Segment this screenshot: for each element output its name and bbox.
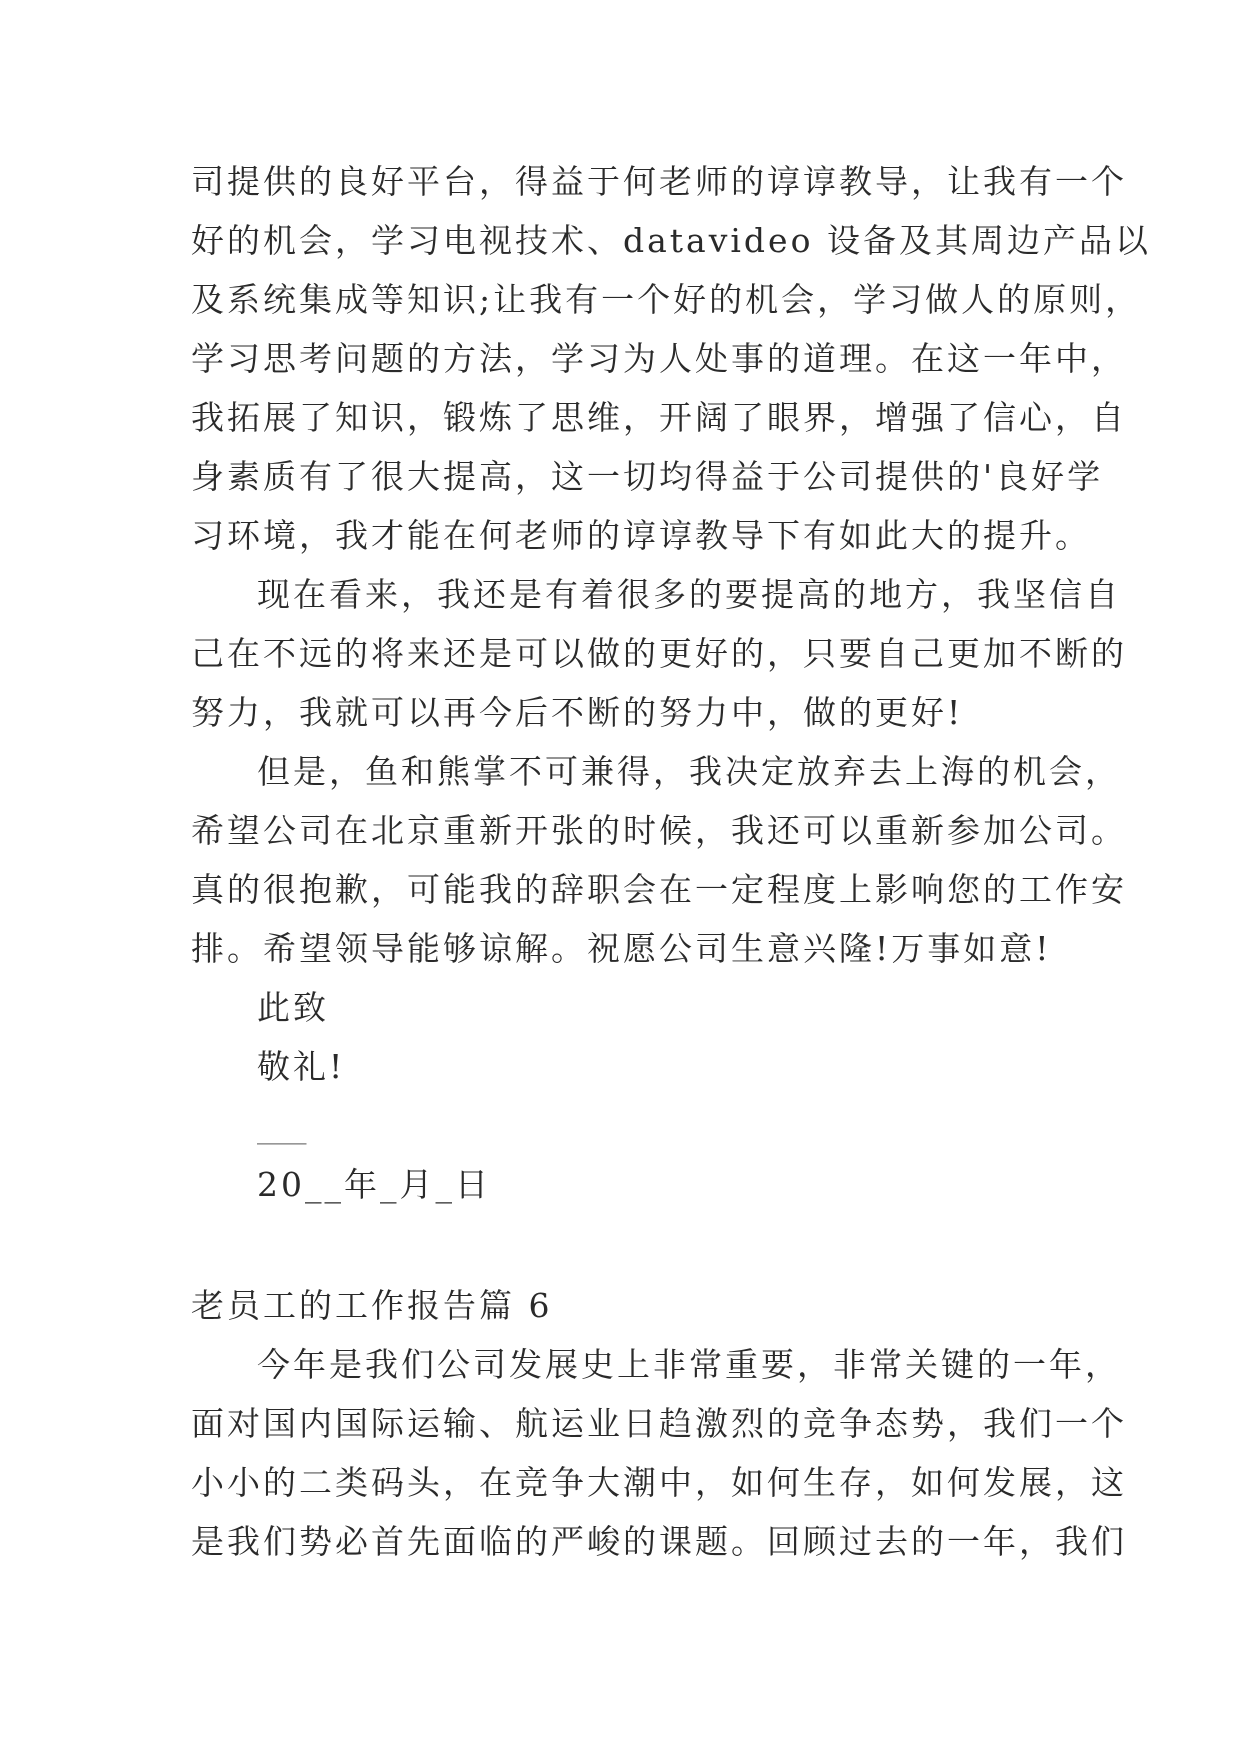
text-line: 努力，我就可以再今后不断的努力中，做的更好! — [191, 693, 964, 732]
text-line: 我拓展了知识，锻炼了思维，开阔了眼界，增强了信心，自 — [191, 398, 1127, 437]
text-line: 真的很抱歉，可能我的辞职会在一定程度上影响您的工作安 — [191, 870, 1127, 909]
closing-salutation: 此致 — [257, 988, 329, 1027]
text-line: 但是，鱼和熊掌不可兼得，我决定放弃去上海的机会， — [257, 752, 1121, 791]
text-line: 习环境，我才能在何老师的谆谆教导下有如此大的提升。 — [191, 516, 1091, 555]
text-line: 司提供的良好平台，得益于何老师的谆谆教导，让我有一个 — [191, 162, 1127, 201]
closing-date: 20__年_月_日 — [257, 1165, 491, 1204]
document-body — [191, 152, 1151, 1571]
paragraph-improvement — [191, 565, 1127, 742]
text-line: 及系统集成等知识;让我有一个好的机会，学习做人的原则， — [191, 280, 1142, 319]
text-line: 身素质有了很大提高，这一切均得益于公司提供的'良好学 — [191, 457, 1104, 496]
section-title: 老员工的工作报告篇 6 — [191, 1286, 553, 1325]
text-line: 己在不远的将来还是可以做的更好的，只要自己更加不断的 — [191, 634, 1127, 673]
paragraph-annual-review — [191, 1335, 1127, 1571]
text-line: 好的机会，学习电视技术、datavideo 设备及其周边产品以 — [191, 221, 1151, 260]
text-line: 学习思考问题的方法，学习为人处事的道理。在这一年中， — [191, 339, 1127, 378]
section-spacer — [191, 1214, 1071, 1276]
paragraph-resignation — [191, 742, 1127, 978]
text-line: 面对国内国际运输、航运业日趋激烈的竞争态势，我们一个 — [191, 1404, 1127, 1443]
text-line: 现在看来，我还是有着很多的要提高的地方，我坚信自 — [257, 575, 1121, 614]
text-line: 排。希望领导能够谅解。祝愿公司生意兴隆!万事如意! — [191, 929, 1052, 968]
text-line: 希望公司在北京重新开张的时候，我还可以重新参加公司。 — [191, 811, 1127, 850]
signature-blank: ___ — [257, 1106, 307, 1145]
letter-closing — [191, 978, 1071, 1214]
text-line: 小小的二类码头，在竞争大潮中，如何生存，如何发展，这 — [191, 1463, 1127, 1502]
text-line: 是我们势必首先面临的严峻的课题。回顾过去的一年，我们 — [191, 1522, 1127, 1561]
closing-respect: 敬礼! — [257, 1047, 346, 1086]
text-line: 今年是我们公司发展史上非常重要，非常关键的一年， — [257, 1345, 1121, 1384]
paragraph-platform-thanks — [191, 152, 1151, 565]
